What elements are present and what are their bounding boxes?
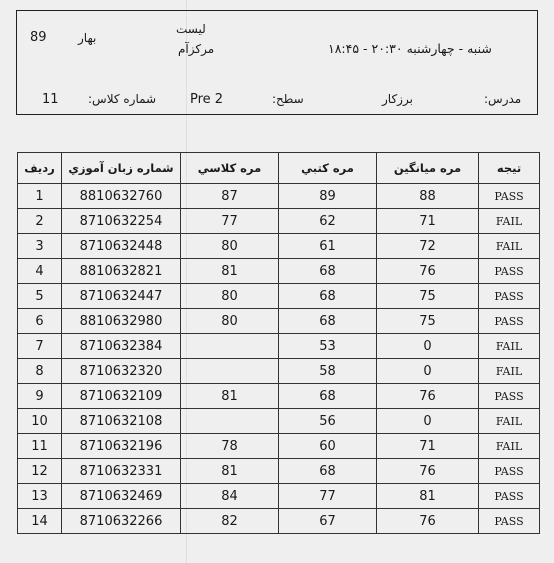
written-score-cell: 62 [279,209,377,234]
row-number-cell: 7 [18,334,62,359]
row-number-cell: 8 [18,359,62,384]
result-cell: FAIL [479,359,540,384]
teacher-label: مدرس: [484,92,522,106]
result-cell: FAIL [479,209,540,234]
student-id-cell: 8710632320 [62,359,181,384]
average-cell: 88 [377,184,479,209]
result-cell: PASS [479,284,540,309]
semester-code: 89 [30,30,47,45]
student-id-cell: 8710632384 [62,334,181,359]
written-score-cell: 56 [279,409,377,434]
average-cell: 75 [377,309,479,334]
average-cell: 0 [377,334,479,359]
average-cell: 71 [377,209,479,234]
class-score-cell: 77 [181,209,279,234]
average-cell: 75 [377,284,479,309]
season-label: بهار [78,31,97,45]
row-number-cell: 12 [18,459,62,484]
table-row [18,209,540,234]
class-score-cell: 81 [181,459,279,484]
result-cell: PASS [479,459,540,484]
average-cell: 71 [377,434,479,459]
result-cell: FAIL [479,434,540,459]
student-id-cell: 8710632108 [62,409,181,434]
student-id-cell: 8810632760 [62,184,181,209]
student-id-cell: 8710632469 [62,484,181,509]
table-row [18,359,540,384]
student-id-cell: 8710632109 [62,384,181,409]
table-body [18,184,540,534]
average-cell: 81 [377,484,479,509]
row-number-cell: 14 [18,509,62,534]
column-header-student-id: شماره زبان آموزي [62,153,181,184]
result-cell: FAIL [479,409,540,434]
row-number-cell: 11 [18,434,62,459]
student-id-cell: 8710632196 [62,434,181,459]
table-row [18,259,540,284]
table-row [18,509,540,534]
average-cell: 0 [377,359,479,384]
row-number-cell: 2 [18,209,62,234]
written-score-cell: 89 [279,184,377,209]
written-score-cell: 61 [279,234,377,259]
student-id-cell: 8710632254 [62,209,181,234]
average-cell: 76 [377,459,479,484]
center-name: مرکزآم [178,42,215,56]
student-id-cell: 8710632448 [62,234,181,259]
table-row [18,384,540,409]
row-number-cell: 1 [18,184,62,209]
result-cell: PASS [479,184,540,209]
row-number-cell: 13 [18,484,62,509]
average-cell: 76 [377,259,479,284]
written-score-cell: 68 [279,309,377,334]
class-score-cell [181,359,279,384]
result-cell: PASS [479,509,540,534]
teacher-name: برزکار [382,92,413,106]
table-row [18,284,540,309]
written-score-cell: 53 [279,334,377,359]
level-value: Pre 2 [190,92,224,107]
table-row [18,459,540,484]
column-header-row-number: ردیف [18,153,62,184]
table-header-row [18,153,540,184]
result-cell: FAIL [479,234,540,259]
table-row [18,234,540,259]
class-score-cell: 81 [181,384,279,409]
student-id-cell: 8710632447 [62,284,181,309]
row-number-cell: 4 [18,259,62,284]
student-id-cell: 8710632266 [62,509,181,534]
class-score-cell: 80 [181,284,279,309]
row-number-cell: 9 [18,384,62,409]
written-score-cell: 68 [279,384,377,409]
student-id-cell: 8710632331 [62,459,181,484]
class-score-cell: 78 [181,434,279,459]
table-row [18,309,540,334]
written-score-cell: 58 [279,359,377,384]
written-score-cell: 60 [279,434,377,459]
average-cell: 76 [377,509,479,534]
row-number-cell: 5 [18,284,62,309]
class-number-label: شماره کلاس: [88,92,157,106]
class-score-cell [181,409,279,434]
class-score-cell: 80 [181,234,279,259]
table-row [18,334,540,359]
row-number-cell: 3 [18,234,62,259]
table-row [18,184,540,209]
class-number-value: 11 [42,92,59,107]
class-schedule: شنبه - چهارشنبه ۲۰:۳۰ - ۱۸:۴۵ [328,41,492,56]
column-header-written-score: مره کتبي [279,153,377,184]
class-score-cell [181,334,279,359]
column-header-average: مره میانگین [377,153,479,184]
average-cell: 76 [377,384,479,409]
written-score-cell: 77 [279,484,377,509]
result-cell: PASS [479,484,540,509]
column-header-class-score: مره کلاسي [181,153,279,184]
row-number-cell: 6 [18,309,62,334]
written-score-cell: 68 [279,284,377,309]
class-score-cell: 81 [181,259,279,284]
written-score-cell: 67 [279,509,377,534]
written-score-cell: 68 [279,459,377,484]
result-cell: PASS [479,384,540,409]
table-row [18,484,540,509]
column-header-result: تیجه [479,153,540,184]
grades-table [17,152,540,534]
class-score-cell: 84 [181,484,279,509]
average-cell: 72 [377,234,479,259]
result-cell: PASS [479,259,540,284]
class-score-cell: 87 [181,184,279,209]
student-id-cell: 8810632821 [62,259,181,284]
level-label: سطح: [272,92,304,106]
list-title: لیست [176,22,206,36]
average-cell: 0 [377,409,479,434]
written-score-cell: 68 [279,259,377,284]
class-score-cell: 80 [181,309,279,334]
result-cell: FAIL [479,334,540,359]
result-cell: PASS [479,309,540,334]
class-score-cell: 82 [181,509,279,534]
table-row [18,434,540,459]
student-id-cell: 8810632980 [62,309,181,334]
table-row [18,409,540,434]
row-number-cell: 10 [18,409,62,434]
